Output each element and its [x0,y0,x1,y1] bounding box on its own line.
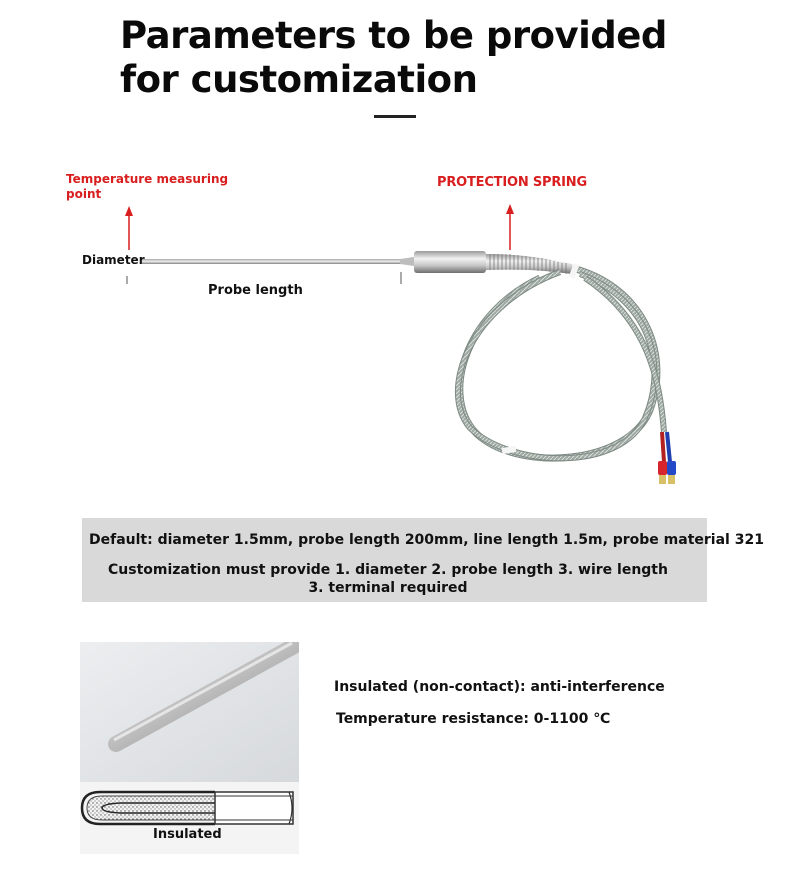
probe-length-label: Probe length [208,283,303,298]
title-underline [374,115,416,118]
customization-requirements-text: Customization must provide 1. diameter 2. probe length 3. wire length 3. terminal required [108,562,668,596]
protection-spring-label: PROTECTION SPRING [437,175,587,190]
diameter-label: Diameter [82,253,145,267]
probe-rod [142,259,400,264]
temperature-point-arrow [125,206,133,250]
insulated-label: Insulated [153,827,222,842]
wire-leads [658,432,676,484]
default-spec-text: Default: diameter 1.5mm, probe length 200mm, line length 1.5m, probe material 321 [89,532,764,548]
thermocouple-diagram [0,150,790,510]
temperature-resistance-spec: Temperature resistance: 0-1100 ℃ [336,711,611,727]
temperature-point-label: Temperature measuring point [66,172,229,201]
insulated-junction-diagram [80,782,299,854]
probe-handle [414,251,486,273]
anti-interference-spec: Insulated (non-contact): anti-interference [334,679,665,695]
braided-cable [458,263,664,458]
page-title: Parameters to be provided for customization [120,14,667,101]
probe-tip-photo [80,642,299,782]
protection-spring-arrow [506,204,514,250]
